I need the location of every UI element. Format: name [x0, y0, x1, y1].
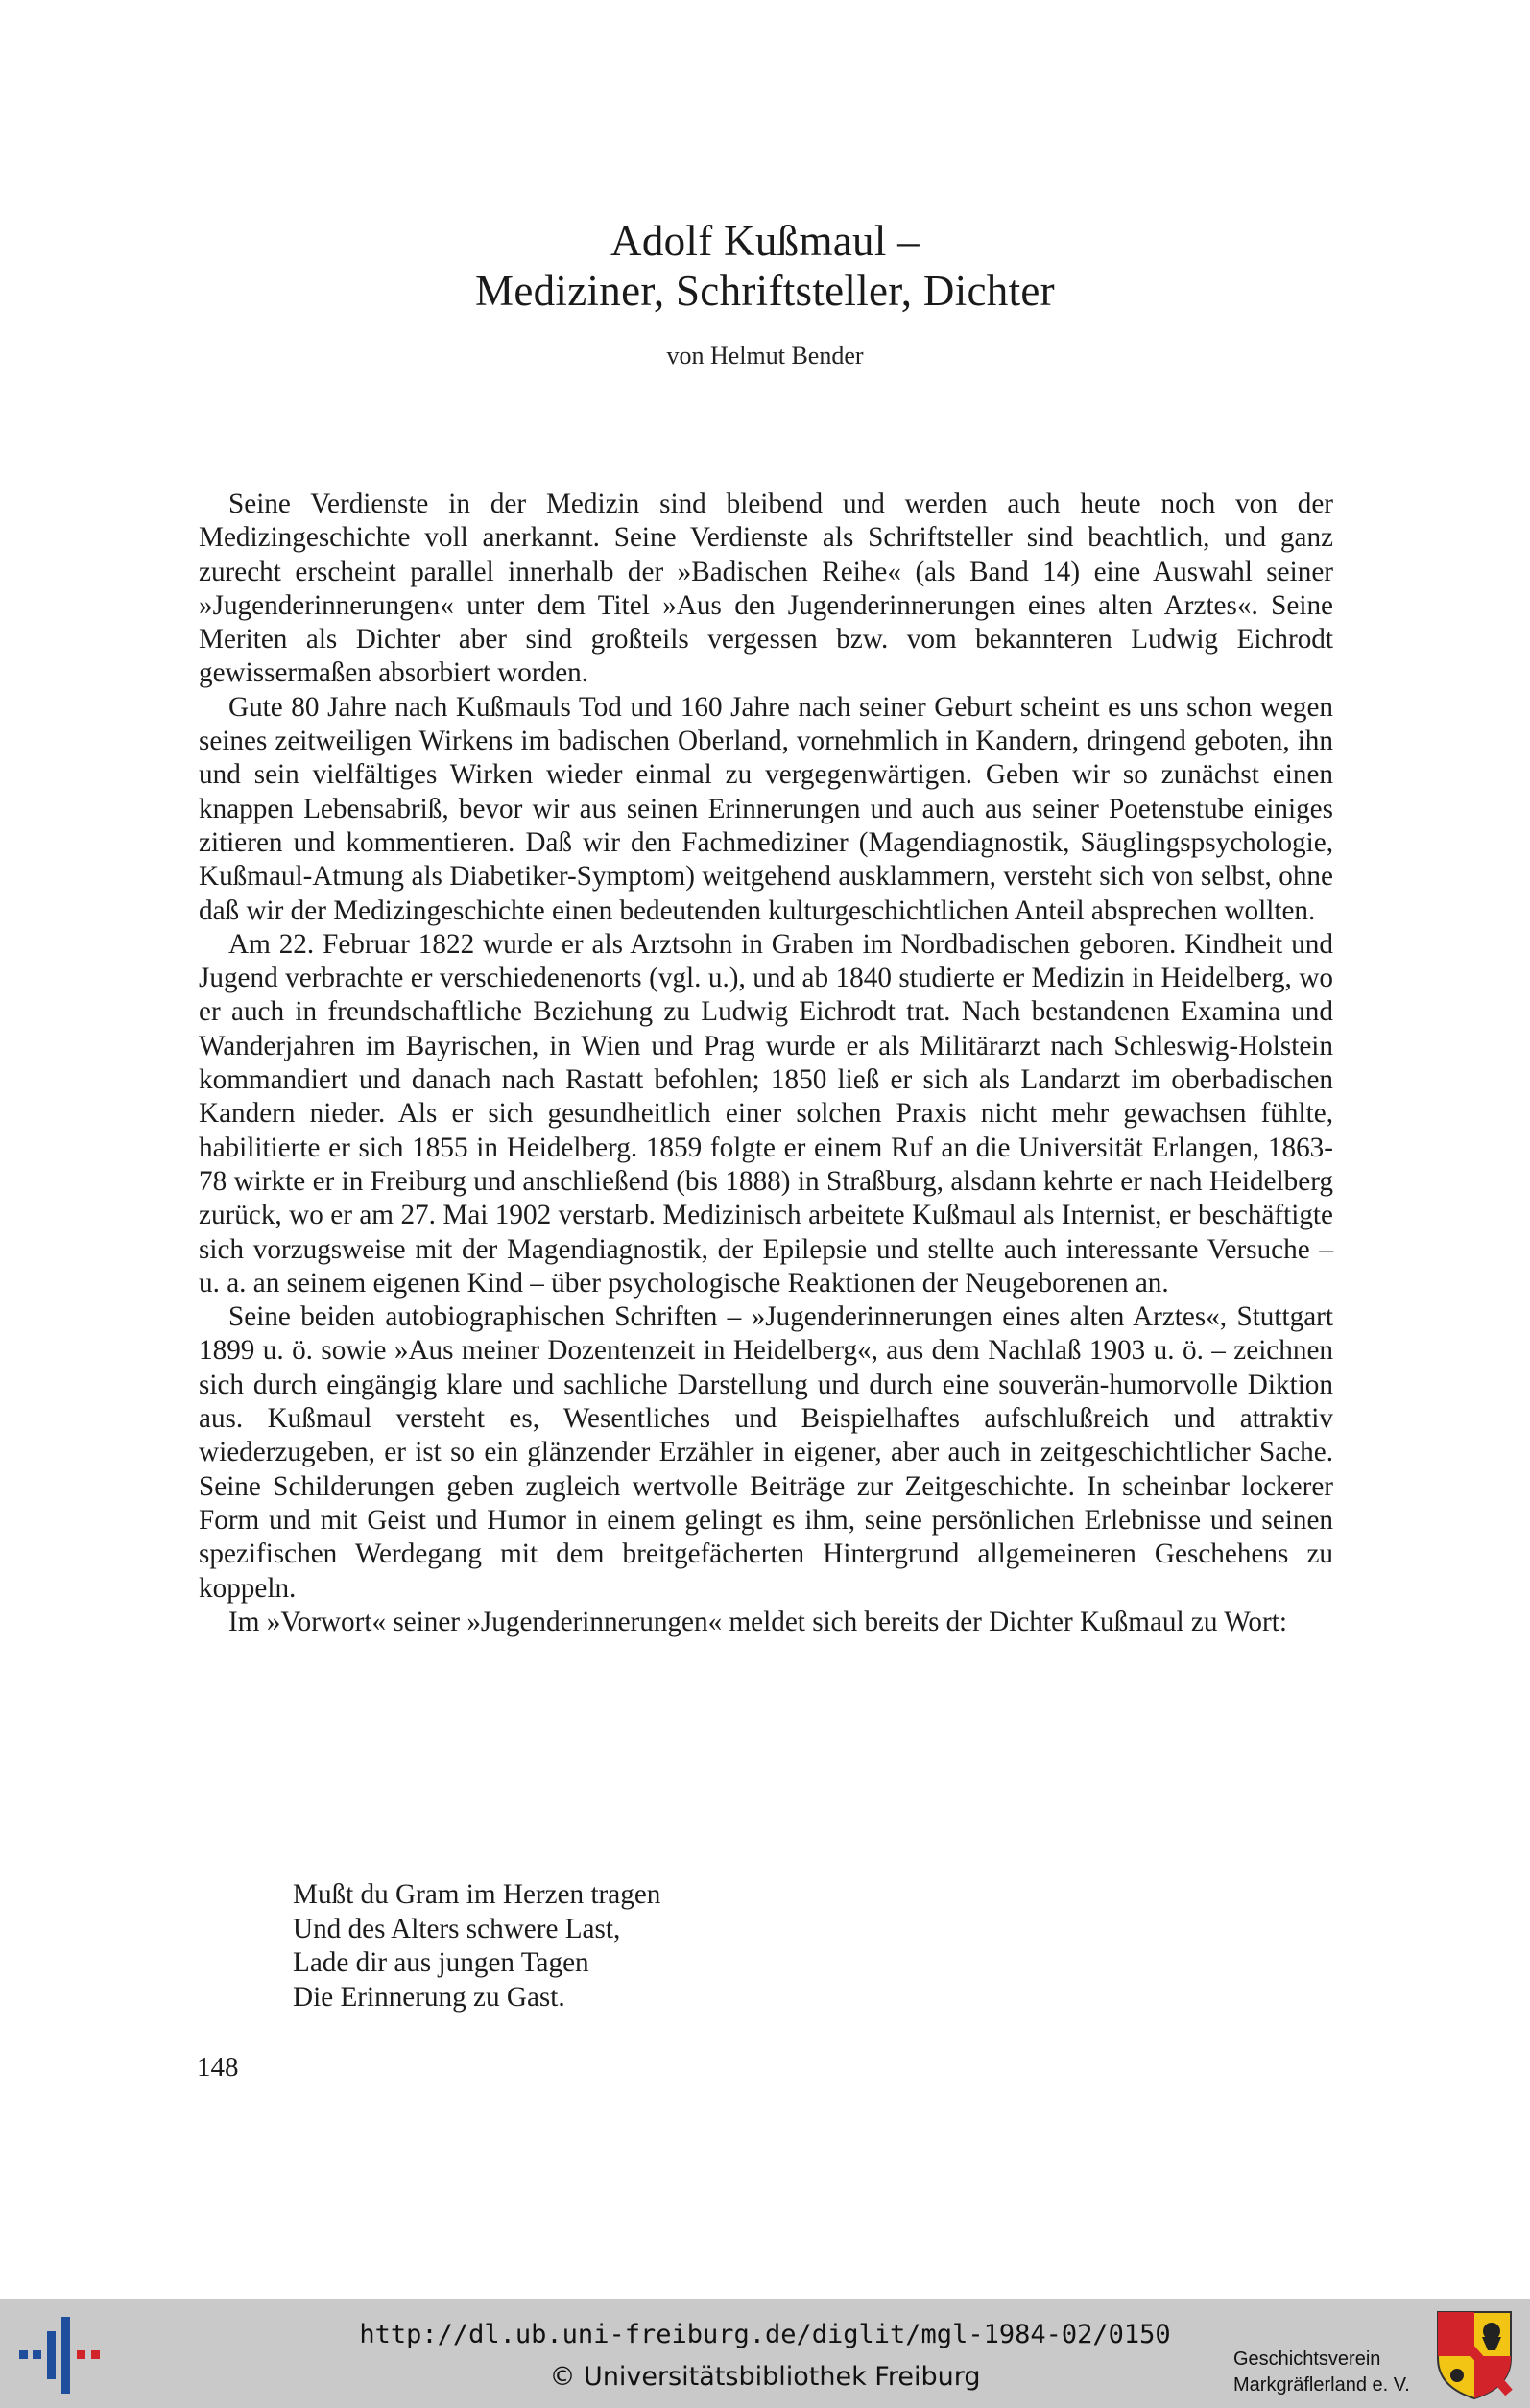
coat-of-arms-icon	[1434, 2308, 1515, 2400]
poem-line: Lade dir aus jungen Tagen	[293, 1947, 589, 1978]
paragraph: Gute 80 Jahre nach Kußmauls Tod und 160 Jahre nach seiner Geburt scheint es uns schon wegen seines zeitweiligen Wirkens im badischen Oberland, vornehmlich in Kandern, dringend geboten, ihn und sein vielfältiges Wirken wieder einmal zu vergegenwärtigen. Geben wir so zunächst einen knappen Lebensabriß, bevor wir aus seinen Erinnerungen und auch aus seiner Poetenstube einiges zitieren und kommentieren. Daß wir den Fachmediziner (Magendiagnostik, Säuglingspsychologie, Kußmaul-Atmung als Diabetiker-Symptom) weitgehend ausklammern, versteht sich von selbst, ohne daß wir der Medizingeschichte einen bedeutenden kulturgeschichtlichen Anteil absprechen wollten.	[199, 691, 1333, 926]
paragraph: Im »Vorwort« seiner »Jugenderinnerungen« meldet sich bereits der Dichter Kußmaul zu Wort:	[228, 1606, 1287, 1637]
article-author: von Helmut Bender	[666, 342, 864, 370]
poem-line: Und des Alters schwere Last,	[293, 1913, 621, 1944]
paragraph: Am 22. Februar 1822 wurde er als Arztsohn in Graben im Nordbadischen geboren. Kindheit und Jugend verbrachte er verschiedenenorts (vgl. u.), und ab 1840 studierte er Medizin in Heidelberg, wo er auch in freundschaftliche Beziehung zu Ludwig Eichrodt trat. Nach bestandenen Examina und Wanderjahren im Bayrischen, in Wien und Prag wurde er als Militärarzt nach Schleswig-Holstein kommandiert und danach nach Rastatt befohlen; 1850 ließ er sich als Landarzt im oberbadischen Kandern nieder. Als er sich gesundheitlich einer solchen Praxis nicht mehr gewachsen fühlte, habilitierte er sich 1855 in Heidelberg. 1859 folgte er einem Ruf an die Universität Erlangen, 1863-78 wirkte er in Freiburg und anschließend (bis 1888) in Straßburg, alsdann kehrte er nach Heidelberg zurück, wo er am 27. Mai 1902 verstarb. Medizinisch arbeitete Kußmaul als Internist, er beschäftigte sich vorzugsweise mit der Magendiagnostik, der Epilepsie und stellte auch interessante Versuche – u. a. an seinem eigenen Kind – über psychologische Reaktionen der Neugeborenen an.	[199, 928, 1333, 1299]
society-name-line-1: Geschichtsverein	[1233, 2348, 1381, 2370]
article-title-line-2: Mediziner, Schriftsteller, Dichter	[475, 267, 1055, 315]
paragraph: Seine beiden autobiographischen Schriften – »Jugenderinnerungen eines alten Arztes«, Stuttgart 1899 u. ö. sowie »Aus meiner Dozentenzeit in Heidelberg«, aus dem Nachlaß 1903 u. ö. – zeichnen sich durch eingängig klare und sachliche Darstellung und durch eine souverän-humorvolle Diktion aus. Kußmaul versteht es, Wesentliches und Beispielhaftes aufschlußreich und attraktiv wiederzugeben, er ist so ein glänzender Erzähler in eigener, aber auch in zeitgeschichtlicher Sache. Seine Schilderungen geben zugleich wertvolle Beiträge zur Zeitgeschichte. In scheinbar lockerer Form und mit Geist und Humor in einem gelingt es ihm, seine persönlichen Erlebnisse und seinen spezifischen Werdegang mit dem breitgefächerten Hintergrund allgemeineren Geschehens zu koppeln.	[199, 1301, 1333, 1604]
paragraph: Seine Verdienste in der Medizin sind bleibend und werden auch heute noch von der Medizingeschichte voll anerkannt. Seine Verdienste als Schriftsteller sind beachtlich, und ganz zurecht erscheint parallel innerhalb der »Badischen Reihe« (als Band 14) eine Auswahl seiner »Jugenderinnerungen« unter dem Titel »Aus den Jugenderinnerungen eines alten Arztes«. Seine Meriten als Dichter aber sind großteils vergessen bzw. vom bekannteren Ludwig Eichrodt gewissermaßen absorbiert worden.	[199, 489, 1333, 689]
poem-line: Die Erinnerung zu Gast.	[293, 1981, 565, 2013]
page-number: 148	[197, 2052, 239, 2083]
article-body	[199, 488, 1333, 1639]
poem-line: Mußt du Gram im Herzen tragen	[293, 1879, 661, 1910]
society-name	[1233, 2347, 1410, 2398]
footer-url-link[interactable]: http://dl.ub.uni-freiburg.de/diglit/mgl-1984-02/0150	[359, 2320, 1171, 2349]
footer-copyright: © Universitätsbibliothek Freiburg	[549, 2362, 981, 2392]
poem	[293, 1878, 660, 2015]
article-title-line-1: Adolf Kußmaul –	[610, 217, 920, 265]
society-name-line-2: Markgräflerland e. V.	[1233, 2374, 1410, 2396]
footer-bar	[0, 2299, 1530, 2408]
